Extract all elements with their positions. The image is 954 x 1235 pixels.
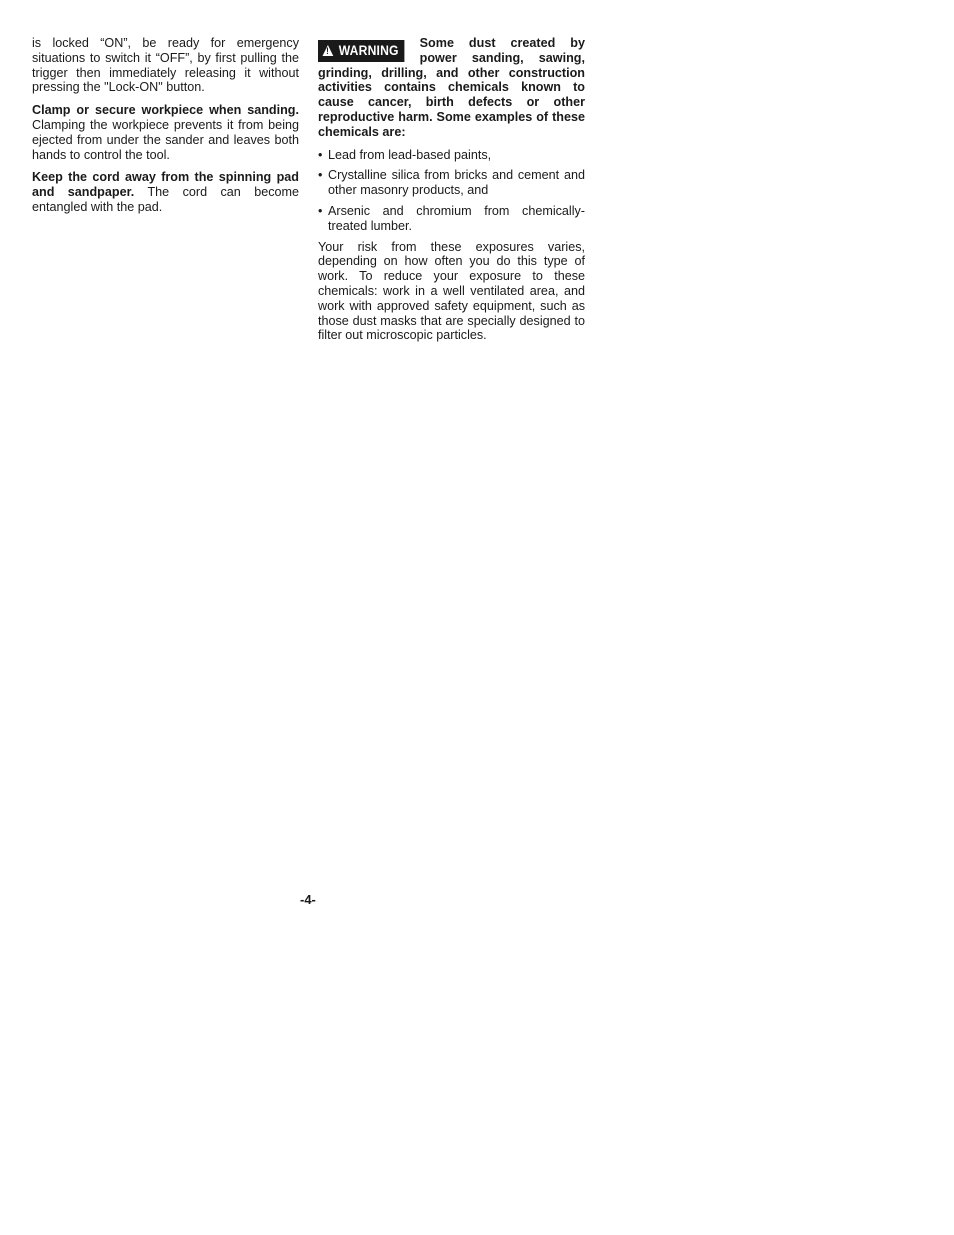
cord-text: The cord can become entangled with the pad. <box>32 185 299 214</box>
warning-paragraph <box>318 36 585 140</box>
right-column <box>318 36 585 351</box>
list-item <box>318 148 585 163</box>
cord-heading: Keep the cord away from the spinning pad and sandpaper. <box>32 170 299 200</box>
list-item-text: Lead from lead-based paints, <box>328 147 492 162</box>
lock-on-text: is locked “ON”, be ready for emergency situations to switch it “OFF”, by first pulling the trigger then immediately releasing it without pressing the "Lock-ON" button. <box>32 36 299 95</box>
warning-label: WARNING <box>338 43 399 58</box>
paragraph-lock-on <box>32 36 299 95</box>
paragraph-risk <box>318 240 585 344</box>
bullet-icon: • <box>318 168 323 183</box>
list-item-text: Arsenic and chromium from chemically-treated lumber. <box>328 203 585 233</box>
paragraph-cord <box>32 170 299 214</box>
warning-triangle-icon <box>323 45 334 56</box>
left-column <box>32 36 299 223</box>
list-item <box>318 204 585 234</box>
clamp-text: Clamping the workpiece prevents it from being ejected from under the sander and leaves both hands to control the tool. <box>32 117 299 162</box>
risk-text: Your risk from these exposures varies, depending on how often you do this type of work. To reduce your exposure to these chemicals: work in a well ventilated area, and work with approved safety equipment, such as those dust masks that are specially designed to filter out microscopic particles. <box>318 239 585 343</box>
bullet-icon: • <box>318 203 323 218</box>
list-item <box>318 168 585 198</box>
page-number: -4- <box>300 892 316 907</box>
bullet-icon: • <box>318 147 323 162</box>
list-item-text: Crystalline silica from bricks and cement and other masonry products, and <box>328 168 585 198</box>
paragraph-clamp-workpiece <box>32 103 299 162</box>
chemical-list <box>318 148 585 234</box>
warning-badge <box>318 40 404 62</box>
clamp-heading: Clamp or secure workpiece when sanding. <box>32 103 299 118</box>
warning-text: Some dust created by power sanding, sawing, grinding, drilling, and other construction activities contains chemicals known to cause cancer, birth defects or other reproductive harm. Some examples of these chemicals are: <box>318 36 585 139</box>
